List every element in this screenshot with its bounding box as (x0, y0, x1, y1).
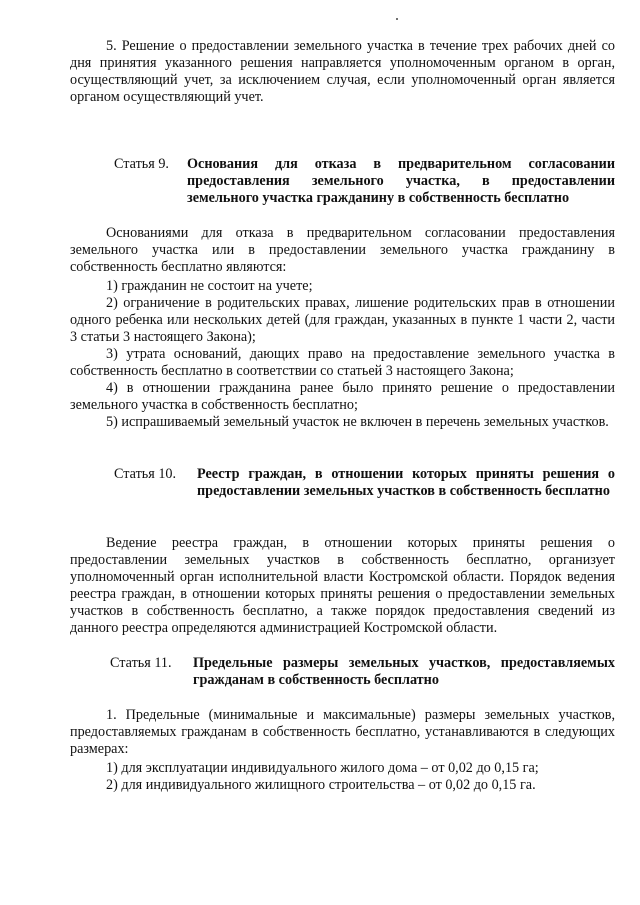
list-item: 5) испрашиваемый земельный участок не включен в перечень земельных участков. (106, 414, 609, 430)
list-item: 2) для индивидуального жилищного строительства – от 0,02 до 0,15 га. (106, 777, 536, 793)
article-10-heading (70, 466, 615, 500)
list-item: 3) утрата оснований, дающих право на предоставление земельного участка в собственность бесплатно в соответствии со статьей 3 настоящего Закона; (70, 346, 615, 379)
article-11-number: Статья 11. (110, 655, 172, 671)
article-9-list (70, 278, 615, 431)
paragraph-5: 5. Решение о предоставлении земельного участка в течение трех рабочих дней со дня принятия указанного решения направляется уполномоченным органом в орган, осуществляющий учет, за исключением случая, если уполномоченный орган является органом осуществляющий учет. (70, 38, 615, 105)
document-page (70, 0, 615, 905)
article-9-intro: Основаниями для отказа в предварительном согласовании предоставления земельного участка или в предоставлении земельного участка гражданину в собственность бесплатно являются: (70, 225, 615, 275)
list-item: 2) ограничение в родительских правах, лишение родительских прав в отношении одного ребенка или нескольких детей (для граждан, указанных в пункте 1 части 2, части 3 статьи 3 настоящего Закона); (70, 295, 615, 345)
article-10-title: Реестр граждан, в отношении которых приняты решения о предоставлении земельных участков в собственность бесплатно (197, 466, 615, 499)
article-11-title: Предельные размеры земельных участков, предоставляемых гражданам в собственность бесплатно (193, 655, 615, 688)
article-9-heading (70, 156, 615, 207)
article-10-number: Статья 10. (114, 466, 177, 482)
article-10-text: Ведение реестра граждан, в отношении которых приняты решения о предоставлении земельных участков в собственность бесплатно, организует уполномоченный орган исполнительной власти Костромской области. Порядок ведения реестра граждан, в отношении которых приняты решения о предоставлении земельных участков в собственность бесплатно, а также порядок предоставления сведений из данного реестра определяются администрацией Костромской области. (70, 535, 615, 636)
list-item: 1) гражданин не состоит на учете; (106, 278, 313, 294)
list-item: 1) для эксплуатации индивидуального жилого дома – от 0,02 до 0,15 га; (106, 760, 539, 776)
article-11-heading (70, 655, 615, 689)
article-11-paragraph-1: 1. Предельные (минимальные и максимальные) размеры земельных участков, предоставляемых гражданам в собственность бесплатно, устанавливаются в следующих размерах: (70, 707, 615, 757)
article-9-number: Статья 9. (114, 156, 169, 172)
article-9-title: Основания для отказа в предварительном согласовании предоставления земельного участка, в предоставлении земельного участка гражданину в собственность бесплатно (187, 156, 615, 206)
list-item: 4) в отношении гражданина ранее было принято решение о предоставлении земельного участка в собственность бесплатно; (70, 380, 615, 413)
article-11-list (70, 760, 615, 794)
